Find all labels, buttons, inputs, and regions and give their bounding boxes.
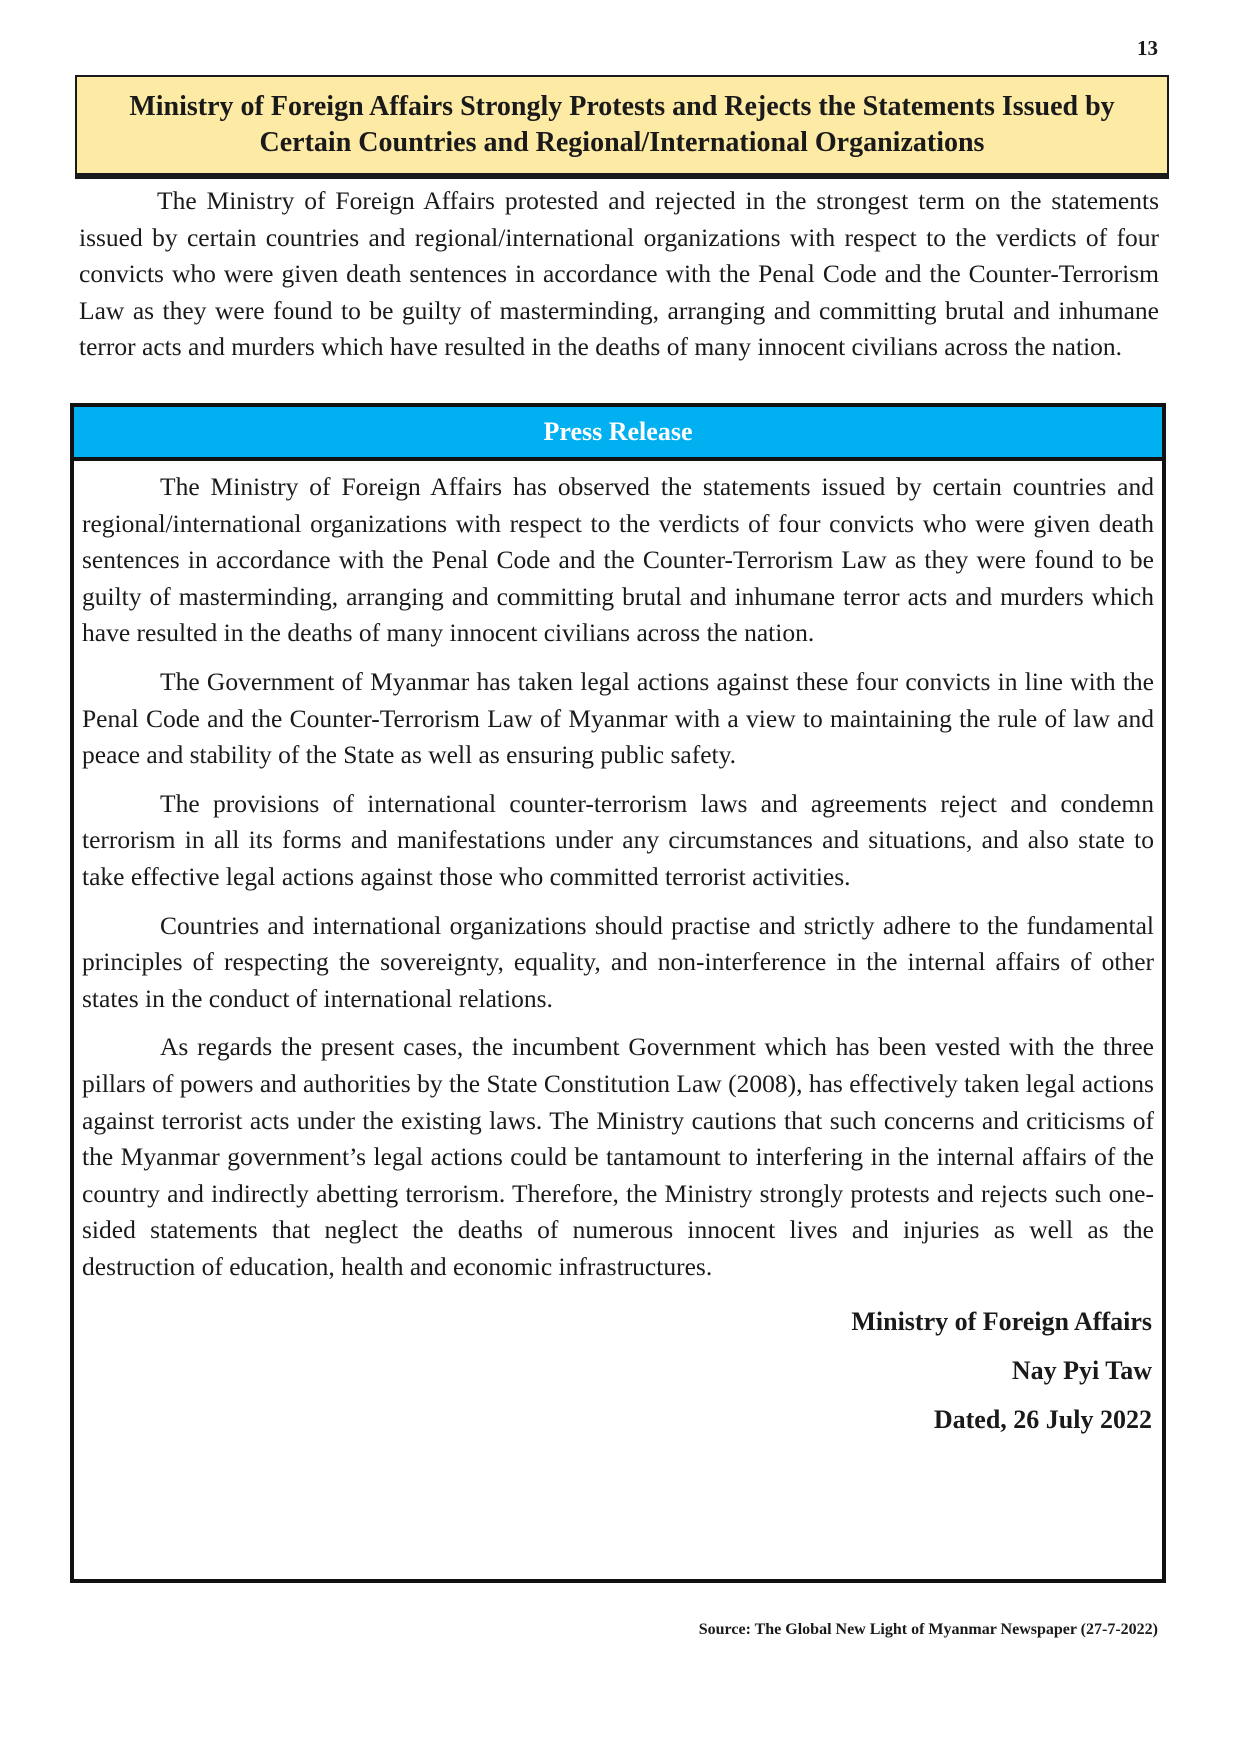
headline: Ministry of Foreign Affairs Strongly Protests and Rejects the Statements Issued by Certain Countries and Regional/International Organizations [129,91,1115,158]
headline-box [75,75,1169,175]
intro-paragraph: The Ministry of Foreign Affairs protested and rejected in the strongest term on the statements issued by certain countries and regional/international organizations with respect to the verdicts of four convicts who were given death sentences in accordance with the Penal Code and the Counter-Terrorism Law as they were found to be guilty of masterminding, arranging and committing brutal and inhumane terror acts and murders which have resulted in the deaths of many innocent civilians across the nation. [79,186,1159,362]
press-paragraph: The Government of Myanmar has taken legal actions against these four convicts in line with the Penal Code and the Counter-Terrorism Law of Myanmar with a view to maintaining the rule of law and peace and stability of the State as well as ensuring public safety. [82,666,1154,770]
signature-date: Dated, 26 July 2022 [933,1405,1152,1435]
press-paragraph: The provisions of international counter-terrorism laws and agreements reject and condemn terrorism in all its forms and manifestations under any circumstances and situations, and also state to take effective legal actions against those who committed terrorist activities. [82,788,1154,891]
press-paragraph: The Ministry of Foreign Affairs has observed the statements issued by certain countries and regional/international organizations with respect to the verdicts of four convicts who were given death sentences in accordance with the Penal Code and the Counter-Terrorism Law as they were found to be guilty of masterminding, arranging and committing brutal and inhumane terror acts and murders which have resulted in the deaths of many innocent civilians across the nation. [82,472,1154,648]
press-paragraph: Countries and international organizations should practise and strictly adhere to the fundamental principles of respecting the sovereignty, equality, and non-interference in the internal affairs of other states in the conduct of international relations. [82,910,1154,1013]
press-release-box [70,403,1166,1583]
press-paragraph: As regards the present cases, the incumbent Government which has been vested with the three pillars of powers and authorities by the State Constitution Law (2008), has effectively taken legal actions against terrorist acts under the existing laws. The Ministry cautions that such concerns and criticisms of the Myanmar government’s legal actions could be tantamount to interfering in the internal affairs of the country and indirectly abetting terrorism. Therefore, the Ministry strongly protests and rejects such one-sided statements that neglect the deaths of numerous innocent lives and injuries as well as the destruction of education, health and economic infrastructures. [82,1032,1154,1281]
page-number: 13 [1137,36,1158,60]
press-release-body [74,461,1162,1444]
press-release-title: Press Release [543,417,693,446]
signature-place: Nay Pyi Taw [1011,1356,1152,1386]
source-citation: Source: The Global New Light of Myanmar Newspaper (27-7-2022) [698,1621,1158,1638]
signature-organization: Ministry of Foreign Affairs [851,1307,1152,1337]
press-release-header [74,407,1162,461]
